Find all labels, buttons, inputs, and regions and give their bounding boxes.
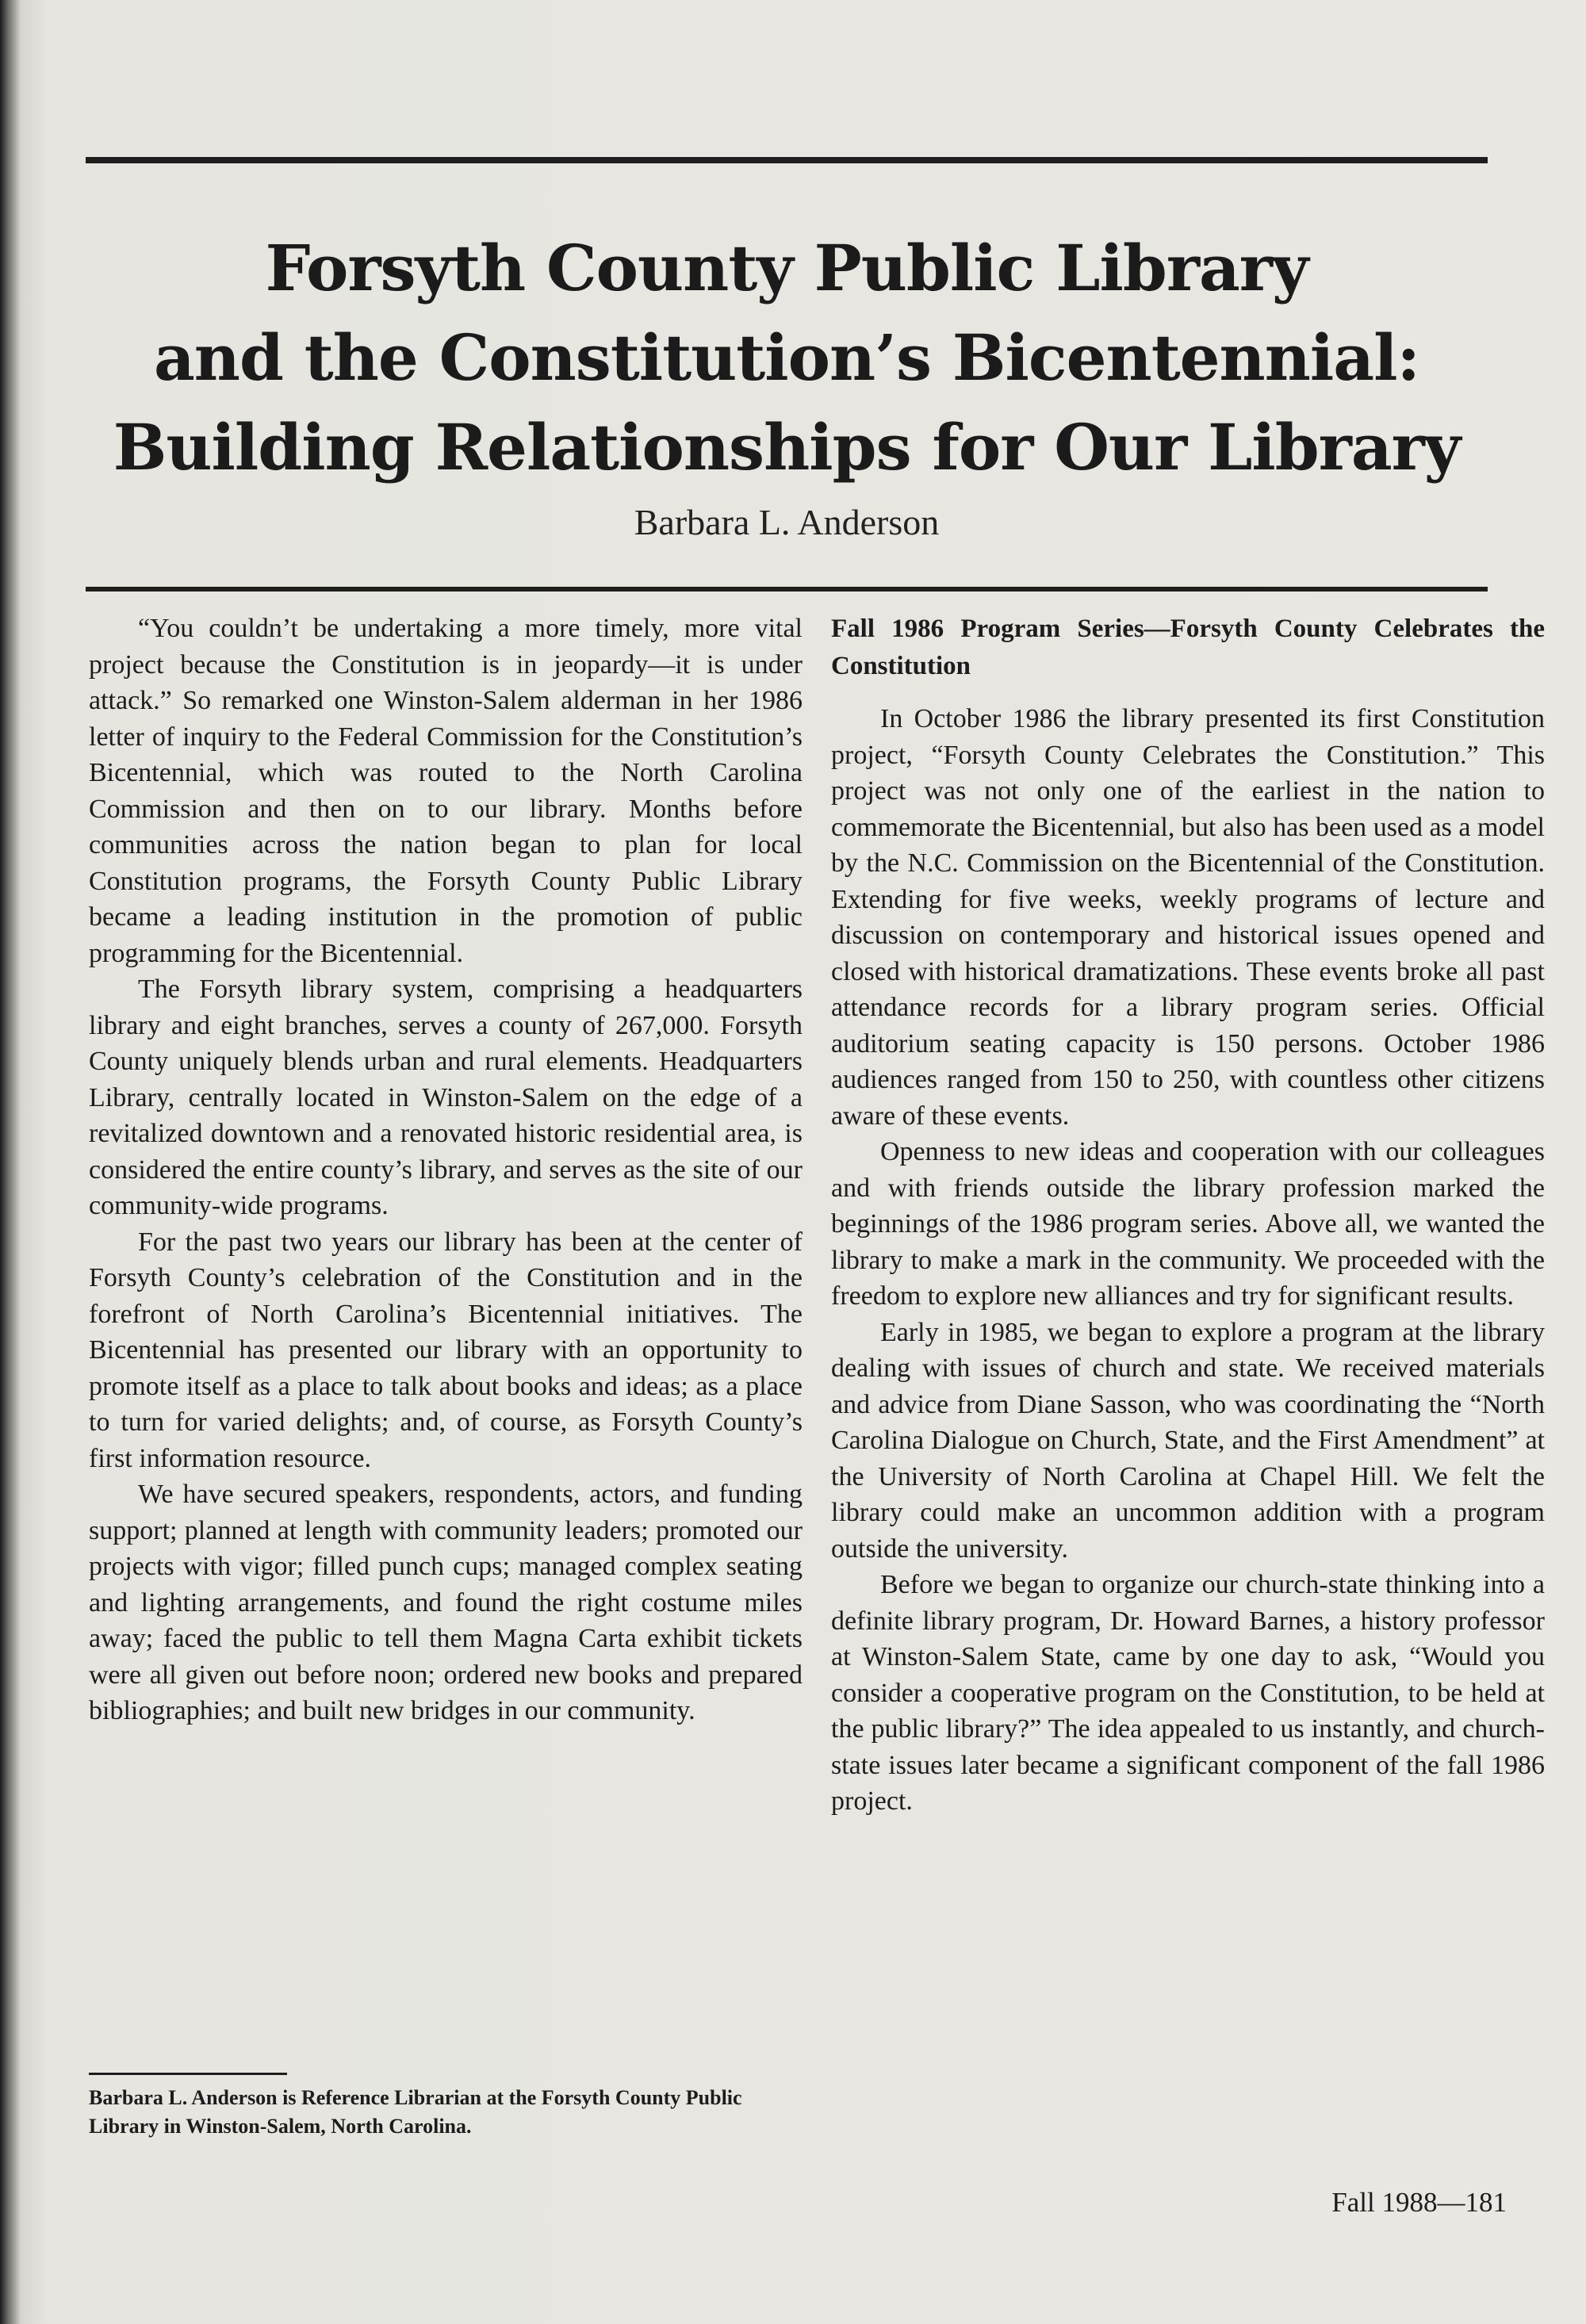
article-title: [86, 224, 1488, 492]
body-paragraph: Openness to new ideas and cooperation with our colleagues and with friends outside the library profession marked the beginnings of the 1986 program series. Above all, we wanted the library to make a mark in the community. We proceeded with the freedom to explore new alliances and try for significant results.: [831, 1137, 1545, 1311]
right-column: [831, 611, 1545, 1820]
page-folio: Fall 1988—181: [1331, 2187, 1507, 2218]
footnote-rule: [89, 2073, 287, 2075]
body-paragraph: Early in 1985, we began to explore a program at the library dealing with issues of church and state. We received materials and advice from Diane Sasson, who was coordinating the “North Carolina Dialogue on Church, State, and the First Amendment” at the University of North Carolina at Chapel Hill. We felt the library could make an uncommon addition with a program outside the university.: [831, 1317, 1545, 1564]
left-column: [89, 611, 803, 1729]
body-paragraph: “You couldn’t be undertaking a more timely, more vital project because the Constitution is in jeopardy—it is under attack.” So remarked one Winston-Salem alderman in her 1986 letter of inquiry to the Federal Commission for the Constitution’s Bicentennial, which was routed to the North Carolina Commission and then on to our library. Months before communities across the nation began to plan for local Constitution programs, the Forsyth County Public Library became a leading institution in the promotion of public programming for the Bicentennial.: [89, 614, 803, 968]
byline-rule: [86, 587, 1488, 592]
title-line: Forsyth County Public Library: [265, 231, 1308, 305]
title-line: Building Relationships for Our Library: [113, 410, 1461, 484]
body-paragraph: For the past two years our library has been at the center of Forsyth County’s celebration of the Constitution and in the forefront of North Carolina’s Bicentennial initiatives. The Bicentennial has presented our library with an opportunity to promote itself as a place to talk about books and ideas; as a place to turn for varied delights; and, of course, as Forsyth County’s first information resource.: [89, 1227, 803, 1473]
title-line: and the Constitution’s Bicentennial:: [153, 320, 1420, 395]
body-paragraph: We have secured speakers, respondents, actors, and funding support; planned at length with community leaders; promoted our projects with vigor; filled punch cups; managed complex seating and lighting arrangements, and found the right costume miles away; faced the public to tell them Magna Carta exhibit tickets were all given out before noon; ordered new books and prepared bibliographies; and built new bridges in our community.: [89, 1480, 803, 1725]
author-footnote: Barbara L. Anderson is Reference Librarian at the Forsyth County Public Library in Winston-Salem, North Carolina.: [89, 2086, 742, 2138]
author-byline: Barbara L. Anderson: [634, 502, 940, 542]
body-paragraph: The Forsyth library system, comprising a headquarters library and eight branches, serves a county of 267,000. Forsyth County uniquely blends urban and rural elements. Headquarters Library, centrally located in Winston-Salem on the edge of a revitalized downtown and a renovated historic residential area, is considered the entire county’s library, and serves as the site of our community-wide programs.: [89, 974, 803, 1220]
section-heading: Fall 1986 Program Series—Forsyth County Celebrates the Constitution: [831, 615, 1545, 680]
top-rule: [86, 157, 1488, 163]
body-paragraph: Before we began to organize our church-state thinking into a definite library program, Dr. Howard Barnes, a history professor at Winston-Salem State, came by one day to ask, “Would you consider a cooperative program on the Constitution, to be held at the public library?” The idea appealed to us instantly, and church-state issues later became a significant component of the fall 1986 project.: [831, 1570, 1545, 1816]
body-paragraph: In October 1986 the library presented its first Constitution project, “Forsyth County Celebrates the Constitution.” This project was not only one of the earliest in the nation to commemorate the Bicentennial, but also has been used as a model by the N.C. Commission on the Bicentennial of the Constitution. Extending for five weeks, weekly programs of lecture and discussion on contemporary and historical issues opened and closed with historical dramatizations. These events broke all past attendance records for a library program series. Official auditorium seating capacity is 150 persons. October 1986 audiences ranged from 150 to 250, with countless other citizens aware of these events.: [831, 704, 1545, 1131]
